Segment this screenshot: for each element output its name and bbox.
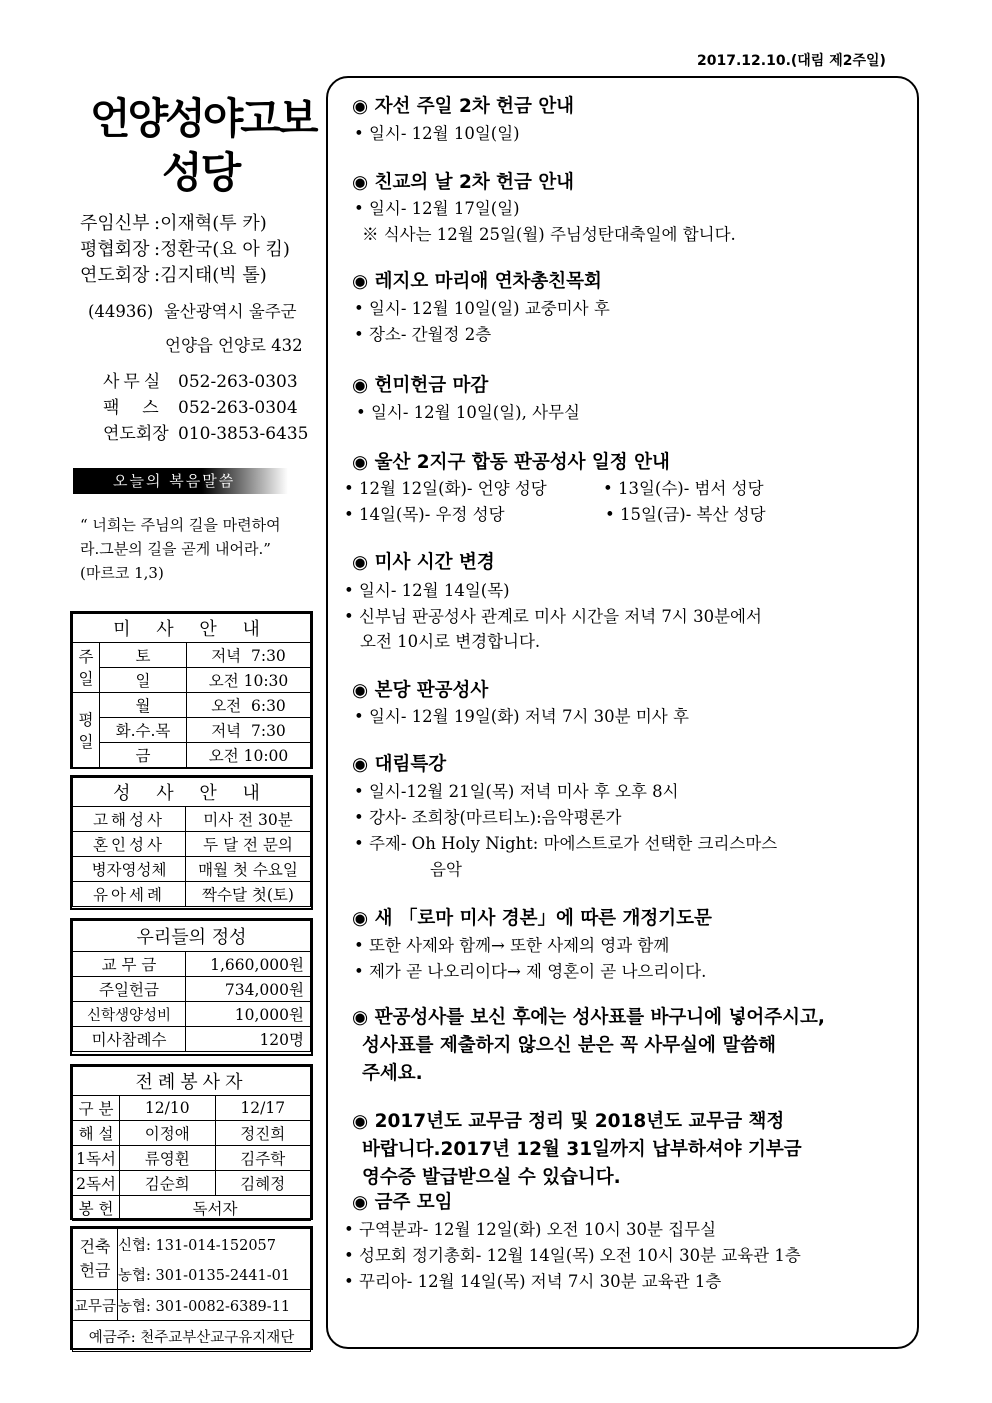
notice-line: • 강사- 조희창(마르티노):음악평론가 xyxy=(354,808,622,827)
liturgy-label: 해 설 xyxy=(73,1121,120,1146)
notice-line: 음악 xyxy=(430,860,462,879)
liturgy-label: 1독서 xyxy=(73,1146,120,1171)
liturgy-heading: 전례봉사자 xyxy=(73,1067,311,1096)
kyomu-label: 교무금 xyxy=(73,1290,118,1321)
building-fund-label: 건축 헌금 xyxy=(73,1229,118,1290)
notice-line: • 신부님 판공성사 관계로 미사 시간을 저녁 7시 30분에서 xyxy=(344,607,762,626)
liturgy-name: 김혜정 xyxy=(215,1171,311,1196)
sunday-label: 주일 xyxy=(73,643,100,693)
mass-heading: 미 사 안 내 xyxy=(73,614,311,643)
notice-line: • 일시-12월 21일(목) 저녁 미사 후 오후 8시 xyxy=(354,782,679,801)
notice-confession-card: ◉ 판공성사를 보신 후에는 성사표를 바구니에 넣어주시고, 성사표를 제출하지 않으신 분은 꼭 사무실에 말씀해 주세요. xyxy=(352,1007,825,1084)
accounts-table xyxy=(72,1228,311,1352)
notice-line: • 주제- Oh Holy Night: 마에스트로가 선택한 크리스마스 xyxy=(354,834,778,853)
kyomu-account: 농협: 301-0082-6389-11 xyxy=(118,1290,311,1321)
notice-line: • 일시- 12월 10일(일), 사무실 xyxy=(356,403,580,422)
building-account-1: 신협: 131-014-152057 xyxy=(118,1229,311,1260)
offering-value: 120명 xyxy=(186,1027,311,1052)
notice-line: • 또한 사제와 함께→ 또한 사제의 영과 함께 xyxy=(354,936,670,955)
notice-line: 오전 10시로 변경합니다. xyxy=(360,632,541,651)
building-account-2: 농협: 301-0135-2441-01 xyxy=(118,1259,311,1290)
notice-line: ※ 식사는 12월 25일(월) 주님성탄대축일에 합니다. xyxy=(362,225,736,244)
sacrament-name: 고해성사 xyxy=(73,807,186,832)
notice-line: • 일시- 12월 17일(일) xyxy=(354,199,520,218)
liturgy-name: 독서자 xyxy=(120,1196,311,1221)
liturgy-name: 정진희 xyxy=(215,1121,311,1146)
mass-schedule-table xyxy=(72,613,311,768)
notice-title: ◉ 금주 모임 xyxy=(352,1192,453,1213)
staff-prayer-president: 연도회장 :김지태(빅 톨) xyxy=(80,265,267,286)
staff-pastor: 주임신부 :이재혁(투 카) xyxy=(80,213,267,234)
liturgy-date: 12/17 xyxy=(215,1096,311,1121)
liturgy-table xyxy=(72,1066,311,1221)
bulletin-date: 2017.12.10.(대림 제2주일) xyxy=(697,53,886,69)
notice-line: • 구역분과- 12월 12일(화) 오전 10시 30분 집무실 xyxy=(344,1220,717,1239)
liturgy-name: 류영휜 xyxy=(120,1146,216,1171)
address-line-1: (44936) 울산광역시 울주군 xyxy=(88,302,297,321)
notice-line: • 15일(금)- 복산 성당 xyxy=(605,505,766,524)
mass-day: 월 xyxy=(100,693,187,718)
notice-line: • 성모회 정기총회- 12월 14일(목) 오전 10시 30분 교육관 1층 xyxy=(344,1246,801,1265)
gospel-heading: 오늘의 복음말씀 xyxy=(73,468,288,494)
sacrament-value: 짝수달 첫(토) xyxy=(186,882,311,907)
notice-title: ◉ 본당 판공성사 xyxy=(352,680,489,701)
sacrament-table xyxy=(72,777,311,907)
offering-value: 1,660,000원 xyxy=(186,952,311,977)
notice-line: • 일시- 12월 10일(일) xyxy=(354,124,520,143)
offering-name: 교 무 금 xyxy=(73,952,186,977)
mass-time: 오전 10:00 xyxy=(187,743,311,768)
notice-line: • 장소- 간월정 2층 xyxy=(354,325,492,344)
offering-name: 신학생양성비 xyxy=(73,1002,186,1027)
mass-day: 화.수.목 xyxy=(100,718,187,743)
notice-title: ◉ 울산 2지구 합동 판공성사 일정 안내 xyxy=(352,452,670,473)
address-line-2: 언양읍 언양로 432 xyxy=(165,336,303,355)
parish-name-suffix: 성당 xyxy=(162,148,240,197)
mass-time: 저녁 7:30 xyxy=(187,718,311,743)
sacrament-name: 혼인성사 xyxy=(73,832,186,857)
weekday-label: 평일 xyxy=(73,693,100,768)
mass-time: 오전 10:30 xyxy=(187,668,311,693)
offering-table xyxy=(72,920,311,1052)
sacrament-heading: 성 사 안 내 xyxy=(73,778,311,807)
parish-name: 언양성야고보 xyxy=(90,94,316,143)
liturgy-label: 2독서 xyxy=(73,1171,120,1196)
liturgy-name: 김주학 xyxy=(215,1146,311,1171)
liturgy-date: 12/10 xyxy=(120,1096,216,1121)
offering-name: 미사참례수 xyxy=(73,1027,186,1052)
notice-kyomu: ◉ 2017년도 교무금 정리 및 2018년도 교무금 책정 바랍니다.2017년 12월 31일까지 납부하셔야 기부금 영수증 발급받으실 수 있습니다. xyxy=(352,1111,802,1188)
account-holder: 예금주: 천주교부산교구유지재단 xyxy=(73,1321,311,1352)
sacrament-value: 매월 첫 수요일 xyxy=(186,857,311,882)
notice-title: ◉ 헌미헌금 마감 xyxy=(352,375,489,396)
sacrament-name: 유아세례 xyxy=(73,882,186,907)
mass-day: 일 xyxy=(100,668,187,693)
liturgy-label: 구 분 xyxy=(73,1096,120,1121)
notice-title: ◉ 자선 주일 2차 헌금 안내 xyxy=(352,96,575,117)
liturgy-label: 봉 헌 xyxy=(73,1196,120,1221)
notice-line: • 제가 곧 나오리이다→ 제 영혼이 곧 나으리이다. xyxy=(354,962,707,981)
notice-line: • 일시- 12월 14일(목) xyxy=(344,581,510,600)
offering-heading: 우리들의 정성 xyxy=(73,921,311,952)
sacrament-value: 미사 전 30분 xyxy=(186,807,311,832)
notice-title: ◉ 새 「로마 미사 경본」에 따른 개정기도문 xyxy=(352,908,712,929)
mass-time: 저녁 7:30 xyxy=(187,643,311,668)
mass-time: 오전 6:30 xyxy=(187,693,311,718)
notice-line: • 꾸리아- 12월 14일(목) 저녁 7시 30분 교육관 1층 xyxy=(344,1272,722,1291)
liturgy-name: 김순희 xyxy=(120,1171,216,1196)
notice-title: ◉ 미사 시간 변경 xyxy=(352,552,495,573)
contact-fax: 팩 스 052-263-0304 xyxy=(103,398,298,418)
gospel-quote: “ 너희는 주님의 길을 마련하여 라.그분의 길을 곧게 내어라.” (마르코 1,3) xyxy=(80,516,281,582)
notice-line: • 14일(목)- 우정 성당 xyxy=(344,505,505,524)
contact-prayer-president: 연도회장 010-3853-6435 xyxy=(103,424,309,444)
offering-name: 주일헌금 xyxy=(73,977,186,1002)
notice-line: • 13일(수)- 범서 성당 xyxy=(603,479,764,498)
contact-office: 사무실 052-263-0303 xyxy=(103,372,298,392)
notice-title: ◉ 친교의 날 2차 헌금 안내 xyxy=(352,172,575,193)
sacrament-name: 병자영성체 xyxy=(73,857,186,882)
liturgy-name: 이정애 xyxy=(120,1121,216,1146)
offering-value: 10,000원 xyxy=(186,1002,311,1027)
notice-title: ◉ 레지오 마리애 연차총친목회 xyxy=(352,271,602,292)
mass-day: 토 xyxy=(100,643,187,668)
offering-value: 734,000원 xyxy=(186,977,311,1002)
notice-line: • 일시- 12월 10일(일) 교중미사 후 xyxy=(354,299,610,318)
sacrament-value: 두 달 전 문의 xyxy=(186,832,311,857)
notice-title: ◉ 대림특강 xyxy=(352,754,447,775)
mass-day: 금 xyxy=(100,743,187,768)
staff-council-president: 평협회장 :정환국(요 아 킴) xyxy=(80,239,290,260)
notice-line: • 12월 12일(화)- 언양 성당 xyxy=(344,479,547,498)
notice-line: • 일시- 12월 19일(화) 저녁 7시 30분 미사 후 xyxy=(354,707,689,726)
